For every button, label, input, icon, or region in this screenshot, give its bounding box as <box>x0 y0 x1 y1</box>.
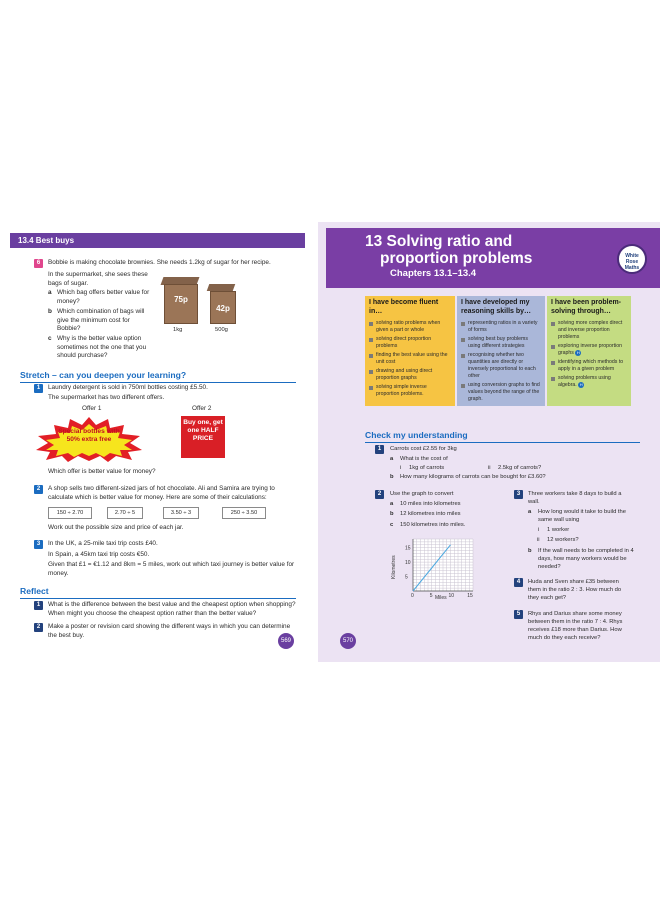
reflect-title: Reflect <box>20 586 49 596</box>
part-label: b <box>390 511 394 517</box>
part-text: If the wall needs to be completed in 4 days, how many workers would be needed? <box>538 548 634 570</box>
question-number: 1 <box>34 384 43 393</box>
divider <box>20 382 296 383</box>
column-item-text: solving more complex direct and inverse proportion problems <box>558 320 623 340</box>
column-item-text: identifying which methods to apply in a given problem <box>558 359 624 372</box>
question-number: 2 <box>375 490 384 499</box>
question-text: Bobbie is making chocolate brownies. She needs 1.2kg of sugar for her recipe. <box>48 259 271 266</box>
question-number: 6 <box>34 259 43 268</box>
part-text: Which combination of bags will give the minimum cost for Bobbie? <box>57 308 145 333</box>
calculation-box: 150 ÷ 2.70 <box>48 507 92 519</box>
column-item <box>551 359 627 373</box>
question-text: In the supermarket, she sees these bags of sugar. <box>48 271 148 287</box>
question-text: Given that £1 = €1.12 and 8km = 5 miles, work out which taxi journey is better value for money. <box>48 561 295 577</box>
part-label: ii <box>537 537 540 543</box>
question-number: 2 <box>34 485 43 494</box>
question-text: Make a poster or revision card showing the different ways in which you can determine the best buy. <box>48 623 291 639</box>
x-axis-label: Miles <box>435 595 447 601</box>
column-item: solving ratio problems when given a part or whole <box>369 320 451 334</box>
x-tick-label: 15 <box>467 593 473 599</box>
column-heading: I have been problem-solving through… <box>551 299 622 315</box>
question-number: 2 <box>34 623 43 632</box>
column-item: solving simple inverse proportion problems. <box>369 384 451 398</box>
part-text: 1kg of carrots <box>409 465 445 471</box>
stretch-title: Stretch – can you deepen your learning? <box>20 370 187 380</box>
column-item: using conversion graphs to find values beyond the range of the graph. <box>461 382 541 403</box>
column-item <box>551 320 627 341</box>
column-heading: I have developed my reasoning skills by… <box>461 299 532 315</box>
column-item <box>551 343 627 357</box>
reasoning-column <box>457 296 545 406</box>
y-tick-label: 5 <box>405 574 408 581</box>
question-text: Three workers take 8 days to build a wall. <box>528 491 622 505</box>
question-text: Huda and Sven share £35 between them in the ratio 2 : 3. How much do they each get? <box>528 579 622 601</box>
bag-weight: 1kg <box>173 327 183 333</box>
column-item-text: exploring inverse proportion graphs <box>558 343 623 356</box>
column-heading: I have become fluent in… <box>369 299 439 315</box>
chapter-subtitle: Chapters 13.1–13.4 <box>390 268 477 279</box>
higher-badge: H <box>576 350 580 355</box>
part-label: i <box>400 465 402 471</box>
question-text: Which offer is better value for money? <box>48 468 156 475</box>
column-list <box>369 320 451 398</box>
page-number: 570 <box>340 633 356 649</box>
part-text: What is the cost of <box>400 456 448 462</box>
conversion-graph <box>385 535 485 601</box>
check-title: Check my understanding <box>365 430 468 440</box>
chapter-title <box>365 233 532 267</box>
bag-weight: 500g <box>215 327 228 333</box>
y-tick-label: 15 <box>405 545 411 552</box>
part-label: c <box>48 335 52 342</box>
bag-price: 42p <box>216 304 230 313</box>
bag-price: 75p <box>174 295 188 304</box>
part-label: a <box>390 456 394 462</box>
column-list <box>461 320 541 403</box>
part-text: How long would it take to build the same wall using <box>538 509 626 523</box>
column-item: solving best buy problems using different strategies <box>461 336 541 350</box>
part-text: 10 miles into kilometres <box>400 501 461 507</box>
offer-label: Offer 1 <box>82 405 102 412</box>
column-item: finding the best value using the unit cost <box>369 352 451 366</box>
y-axis-label: Kilometres <box>391 555 397 579</box>
part-label: b <box>390 474 394 480</box>
x-tick-label: 0 <box>411 593 414 599</box>
column-item: recognising whether two quantities are directly or inversely proportional to each other <box>461 352 541 380</box>
column-item <box>551 375 627 389</box>
offer1-text: Special bottles with 50% extra free <box>58 428 120 443</box>
part-text: 2.5kg of carrots? <box>498 465 542 471</box>
column-list <box>551 320 627 389</box>
problem-solving-column <box>547 296 631 406</box>
column-item: representing ratios in a variety of forms <box>461 320 541 334</box>
part-label: ii <box>488 465 491 471</box>
question-text: Laundry detergent is sold in 750ml bottles costing £5.50. <box>48 384 208 391</box>
question-text: Work out the possible size and price of each jar. <box>48 524 184 531</box>
part-text: Which bag offers better value for money? <box>57 289 150 305</box>
question-number: 3 <box>514 490 523 499</box>
part-text: 1 worker <box>547 527 570 533</box>
calculation-box: 2.70 ÷ 5 <box>107 507 143 519</box>
divider <box>20 598 296 599</box>
column-item-text: solving problems using algebra. <box>558 375 611 388</box>
part-label: i <box>538 527 540 533</box>
part-label: b <box>528 548 532 554</box>
question-text: Carrots cost £2.55 for 3kg <box>390 446 457 452</box>
question-text: The supermarket has two different offers. <box>48 394 165 401</box>
page-number: 569 <box>278 633 294 649</box>
part-label: a <box>390 501 394 507</box>
part-text: 12 workers? <box>547 537 579 543</box>
part-label: b <box>48 308 52 315</box>
part-label: a <box>528 509 532 515</box>
question-number: 5 <box>514 610 523 619</box>
question-text: A shop sells two different-sized jars of hot chocolate. Ali and Samira are trying to calculate which is better value for money. Here are some of their calculations: <box>48 485 275 501</box>
chapter-title-line: proportion problems <box>380 250 533 267</box>
sugar-bag-small <box>210 291 236 324</box>
part-text: 12 kilometres into miles <box>400 511 461 517</box>
column-item: solving direct proportion problems <box>369 336 451 350</box>
x-tick-label: 5 <box>429 593 433 599</box>
question-text: In the UK, a 25-mile taxi trip costs £40. <box>48 540 158 547</box>
question-text: Use the graph to convert <box>390 491 454 497</box>
chapter-title-line: 13 Solving ratio and <box>365 233 513 250</box>
bag-top <box>207 284 236 291</box>
white-rose-logo: White Rose Maths <box>617 244 647 274</box>
question-text: Rhys and Darius share some money between them in the ratio 7 : 4. Rhys receives £18 more than Darius. How much do they each receive? <box>528 611 623 641</box>
y-tick-label: 10 <box>405 560 411 567</box>
fluency-column <box>365 296 455 406</box>
question-number: 3 <box>34 540 43 549</box>
question-number: 4 <box>514 578 523 587</box>
offer2-box: Buy one, get one HALF PRICE <box>181 416 225 458</box>
question-text: In Spain, a 45km taxi trip costs €50. <box>48 551 150 558</box>
sugar-bag-large <box>164 284 198 324</box>
part-label: c <box>390 522 394 528</box>
offer-label: Offer 2 <box>192 405 212 412</box>
part-label: a <box>48 289 52 296</box>
section-header: 13.4 Best buys <box>10 233 305 248</box>
question-text: What is the difference between the best value and the cheapest option when shopping? When might you choose the cheapest option rather than the better value? <box>48 601 296 617</box>
calculation-box: 3.50 ÷ 3 <box>163 507 199 519</box>
part-text: How many kilograms of carrots can be bought for £3.60? <box>400 474 546 480</box>
question-number: 1 <box>375 445 384 454</box>
x-tick-label: 10 <box>448 593 455 599</box>
divider <box>365 442 640 443</box>
question-number: 1 <box>34 601 43 610</box>
part-text: Why is the better value option sometimes not the one that you should purchase? <box>57 335 147 360</box>
calculation-box: 250 ÷ 3.50 <box>222 507 266 519</box>
part-text: 150 kilometres into miles. <box>400 522 466 528</box>
column-item: drawing and using direct proportion graphs <box>369 368 451 382</box>
higher-badge: H <box>579 382 583 387</box>
